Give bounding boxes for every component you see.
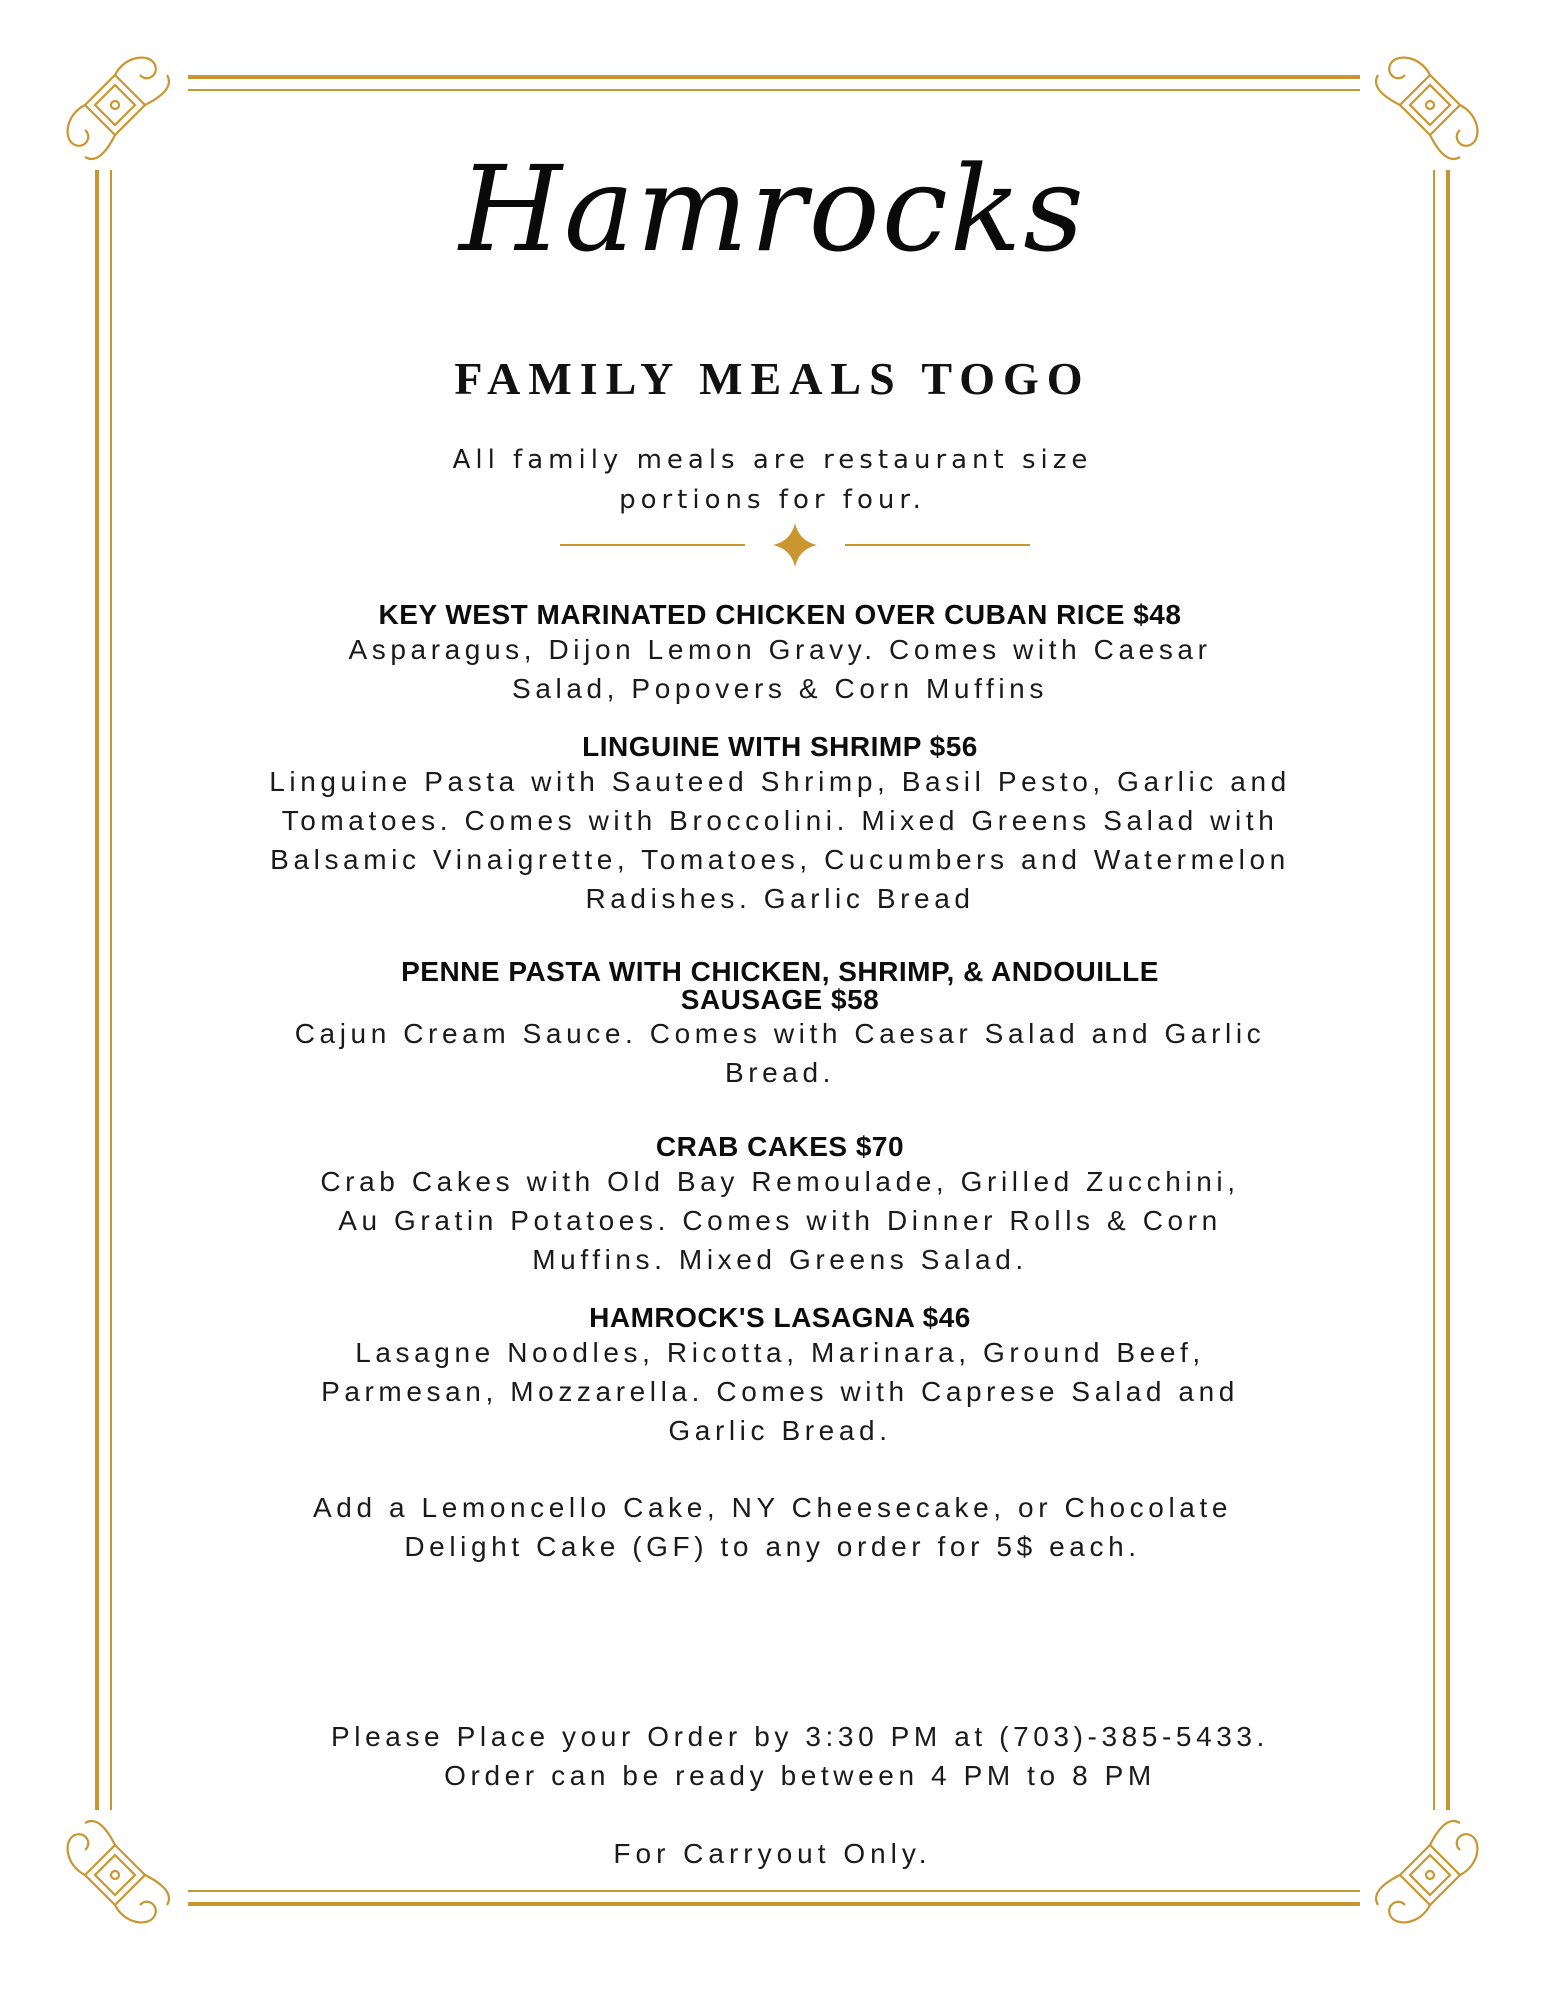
frame-bottom-line-inner (188, 1890, 1360, 1892)
frame-top-line-inner (188, 89, 1360, 91)
menu-item (260, 958, 1300, 1092)
order-note: Please Place your Order by 3:30 PM at (703)-385-5433. Order can be ready between 4 PM to 8 PM (331, 1721, 1269, 1791)
frame-left-line-outer (95, 170, 99, 1810)
frame-top-line-outer (188, 75, 1360, 79)
corner-ornament-top-right (1370, 45, 1490, 165)
dessert-note: Add a Lemoncello Cake, NY Cheesecake, or Chocolate Delight Cake (GF) to any order for 5$ each. (313, 1492, 1232, 1562)
menu-subtitle: FAMILY MEALS TOGO (454, 353, 1091, 404)
frame-left-line-inner (110, 170, 112, 1810)
frame-bottom-line-outer (188, 1902, 1360, 1906)
menu-list (260, 600, 1300, 1474)
menu-item-name: LINGUINE WITH SHRIMP $56 (582, 731, 978, 762)
restaurant-title: Hamrocks (459, 140, 1086, 278)
menu-item (260, 1132, 1300, 1279)
menu-item (260, 1303, 1300, 1450)
menu-item-name: KEY WEST MARINATED CHICKEN OVER CUBAN RICE $48 (378, 599, 1182, 630)
star-divider (0, 520, 1545, 570)
carryout-note: For Carryout Only. (613, 1838, 932, 1869)
menu-item-description: Crab Cakes with Old Bay Remoulade, Grilled Zucchini, Au Gratin Potatoes. Comes with Dinner Rolls & Corn Muffins. Mixed Greens Salad. (320, 1166, 1240, 1275)
menu-item (260, 600, 1300, 708)
menu-item-description: Cajun Cream Sauce. Comes with Caesar Salad and Garlic Bread. (294, 1018, 1266, 1088)
menu-item (260, 732, 1300, 918)
menu-item-description: Linguine Pasta with Sauteed Shrimp, Basil Pesto, Garlic and Tomatoes. Comes with Broccolini. Mixed Greens Salad with Balsamic Vinaigrette, Tomatoes, Cucumbers and Watermelon Radishes. Garlic Bread (269, 766, 1291, 914)
corner-ornament-top-left (55, 45, 175, 165)
frame-right-line-outer (1446, 170, 1450, 1810)
menu-item-name: HAMROCK'S LASAGNA $46 (589, 1302, 971, 1333)
intro-text: All family meals are restaurant size portions for four. (452, 445, 1093, 515)
menu-item-name: CRAB CAKES $70 (655, 1131, 905, 1162)
menu-item-description: Lasagne Noodles, Ricotta, Marinara, Ground Beef, Parmesan, Mozzarella. Comes with Caprese Salad and Garlic Bread. (321, 1337, 1239, 1446)
menu-item-description: Asparagus, Dijon Lemon Gravy. Comes with Caesar Salad, Popovers & Corn Muffins (348, 634, 1212, 704)
menu-item-name: PENNE PASTA WITH CHICKEN, SHRIMP, & ANDOUILLE SAUSAGE $58 (401, 956, 1159, 1015)
corner-ornament-bottom-left (55, 1815, 175, 1935)
star-icon (773, 523, 817, 567)
frame-right-line-inner (1433, 170, 1435, 1810)
corner-ornament-bottom-right (1370, 1815, 1490, 1935)
